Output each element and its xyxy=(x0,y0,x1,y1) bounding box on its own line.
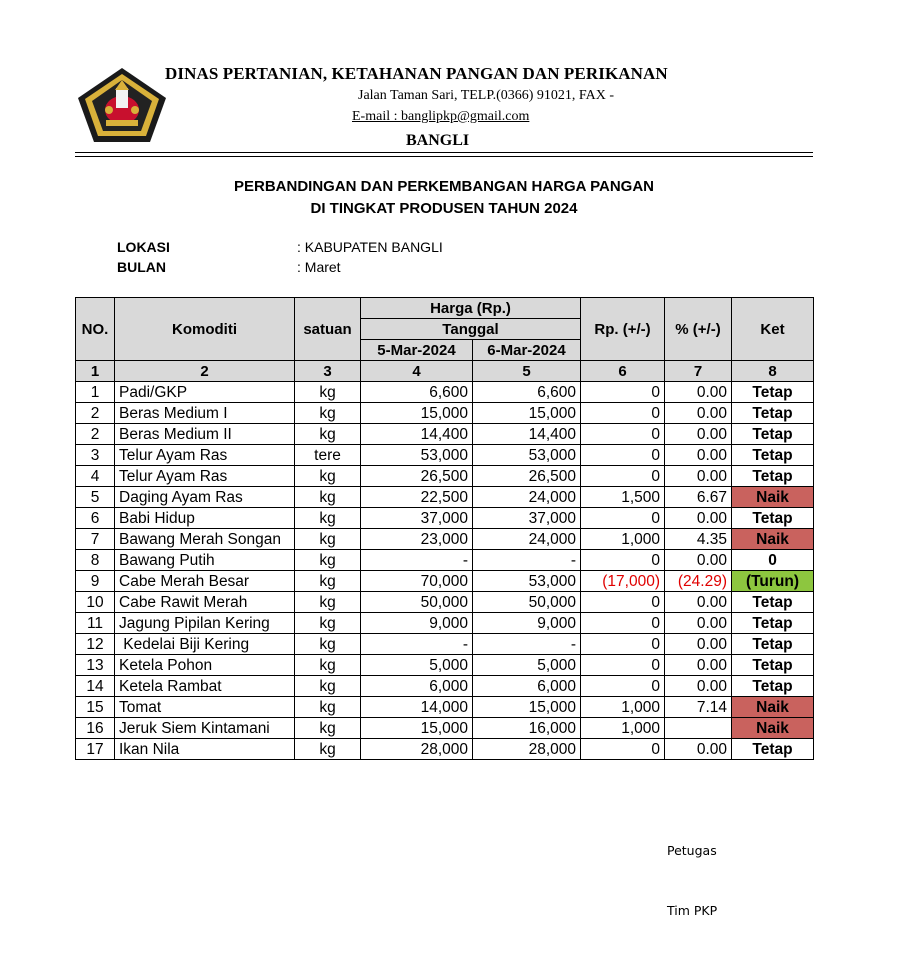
cell-pct-change: 0.00 xyxy=(665,634,732,655)
cell-satuan: kg xyxy=(295,634,361,655)
signature-name: Tim PKP xyxy=(667,903,718,918)
cell-rp-change: 0 xyxy=(581,382,665,403)
cell-no: 14 xyxy=(76,676,115,697)
cell-ket: Tetap xyxy=(732,655,814,676)
cell-price-date2: 24,000 xyxy=(473,529,581,550)
cell-komoditi: Tomat xyxy=(115,697,295,718)
cell-ket: Naik xyxy=(732,529,814,550)
cell-no: 7 xyxy=(76,529,115,550)
cell-price-date1: 6,000 xyxy=(361,676,473,697)
header-divider-thick xyxy=(75,152,813,153)
cell-rp-change: 0 xyxy=(581,634,665,655)
cell-ket: Tetap xyxy=(732,403,814,424)
cell-price-date1: 26,500 xyxy=(361,466,473,487)
cell-price-date2: 28,000 xyxy=(473,739,581,760)
cell-pct-change: 0.00 xyxy=(665,655,732,676)
cell-price-date2: 53,000 xyxy=(473,445,581,466)
table-row xyxy=(76,739,814,760)
cell-price-date2: 6,600 xyxy=(473,382,581,403)
cell-satuan: kg xyxy=(295,382,361,403)
bulan-value: : Maret xyxy=(297,259,341,275)
cell-price-date1: 70,000 xyxy=(361,571,473,592)
cell-ket: Tetap xyxy=(732,676,814,697)
table-row xyxy=(76,382,814,403)
cell-no: 4 xyxy=(76,466,115,487)
table-row xyxy=(76,550,814,571)
table-row xyxy=(76,676,814,697)
organization-address: Jalan Taman Sari, TELP.(0366) 91021, FAX - xyxy=(358,88,615,103)
cell-satuan: kg xyxy=(295,487,361,508)
cell-komoditi: Bawang Merah Songan xyxy=(115,529,295,550)
cell-ket: Naik xyxy=(732,697,814,718)
cell-komoditi: Beras Medium II xyxy=(115,424,295,445)
price-comparison-table xyxy=(75,297,814,760)
organization-email: E-mail : banglipkp@gmail.com xyxy=(352,109,530,124)
table-row xyxy=(76,655,814,676)
table-row xyxy=(76,613,814,634)
cell-rp-change: 1,500 xyxy=(581,487,665,508)
bulan-label: BULAN xyxy=(117,259,166,275)
cell-price-date2: 15,000 xyxy=(473,697,581,718)
cell-komoditi: Ketela Rambat xyxy=(115,676,295,697)
table-row xyxy=(76,571,814,592)
cell-komoditi: Cabe Merah Besar xyxy=(115,571,295,592)
header-tanggal: Tanggal xyxy=(361,319,581,340)
cell-pct-change: 6.67 xyxy=(665,487,732,508)
cell-ket: Naik xyxy=(732,487,814,508)
header-date1: 5-Mar-2024 xyxy=(361,340,473,361)
report-title-line2: DI TINGKAT PRODUSEN TAHUN 2024 xyxy=(310,200,578,217)
cell-rp-change: 0 xyxy=(581,424,665,445)
cell-satuan: tere xyxy=(295,445,361,466)
table-row xyxy=(76,718,814,739)
cell-rp-change: 1,000 xyxy=(581,697,665,718)
cell-komoditi: Bawang Putih xyxy=(115,550,295,571)
cell-pct-change: 0.00 xyxy=(665,613,732,634)
cell-satuan: kg xyxy=(295,676,361,697)
header-divider-thin xyxy=(75,156,813,157)
header-harga: Harga (Rp.) xyxy=(361,298,581,319)
table-row xyxy=(76,487,814,508)
cell-price-date1: 37,000 xyxy=(361,508,473,529)
cell-pct-change: 4.35 xyxy=(665,529,732,550)
cell-ket: Tetap xyxy=(732,592,814,613)
col-number: 4 xyxy=(361,361,473,382)
cell-no: 5 xyxy=(76,487,115,508)
cell-komoditi: Telur Ayam Ras xyxy=(115,445,295,466)
cell-pct-change: 0.00 xyxy=(665,550,732,571)
cell-satuan: kg xyxy=(295,550,361,571)
cell-ket: 0 xyxy=(732,550,814,571)
cell-satuan: kg xyxy=(295,529,361,550)
cell-no: 17 xyxy=(76,739,115,760)
cell-satuan: kg xyxy=(295,466,361,487)
cell-rp-change: 0 xyxy=(581,676,665,697)
col-number: 3 xyxy=(295,361,361,382)
cell-komoditi: Jagung Pipilan Kering xyxy=(115,613,295,634)
cell-no: 8 xyxy=(76,550,115,571)
cell-ket: Tetap xyxy=(732,634,814,655)
cell-rp-change: 0 xyxy=(581,592,665,613)
table-body xyxy=(76,382,814,760)
cell-no: 3 xyxy=(76,445,115,466)
cell-komoditi: Beras Medium I xyxy=(115,403,295,424)
cell-ket: Naik xyxy=(732,718,814,739)
cell-price-date1: 6,600 xyxy=(361,382,473,403)
cell-no: 11 xyxy=(76,613,115,634)
cell-rp-change: 0 xyxy=(581,655,665,676)
cell-price-date2: 37,000 xyxy=(473,508,581,529)
cell-ket: Tetap xyxy=(732,445,814,466)
cell-price-date2: 15,000 xyxy=(473,403,581,424)
cell-price-date1: 22,500 xyxy=(361,487,473,508)
cell-price-date1: 15,000 xyxy=(361,403,473,424)
cell-price-date2: - xyxy=(473,550,581,571)
cell-no: 12 xyxy=(76,634,115,655)
report-title-line1: PERBANDINGAN DAN PERKEMBANGAN HARGA PANGAN xyxy=(233,178,654,195)
cell-no: 2 xyxy=(76,424,115,445)
cell-satuan: kg xyxy=(295,613,361,634)
cell-price-date2: 9,000 xyxy=(473,613,581,634)
cell-no: 6 xyxy=(76,508,115,529)
cell-no: 10 xyxy=(76,592,115,613)
table-row xyxy=(76,634,814,655)
cell-price-date2: - xyxy=(473,634,581,655)
cell-rp-change: 0 xyxy=(581,466,665,487)
organization-city: BANGLI xyxy=(406,132,470,149)
table-row xyxy=(76,445,814,466)
col-number: 5 xyxy=(473,361,581,382)
organization-name: DINAS PERTANIAN, KETAHANAN PANGAN DAN PERIKANAN xyxy=(165,64,668,83)
cell-ket: Tetap xyxy=(732,739,814,760)
cell-komoditi: Babi Hidup xyxy=(115,508,295,529)
table-row xyxy=(76,424,814,445)
cell-komoditi: Padi/GKP xyxy=(115,382,295,403)
cell-price-date1: 14,000 xyxy=(361,697,473,718)
cell-rp-change: 0 xyxy=(581,508,665,529)
cell-price-date1: 50,000 xyxy=(361,592,473,613)
lokasi-value: : KABUPATEN BANGLI xyxy=(297,239,443,255)
cell-komoditi: Daging Ayam Ras xyxy=(115,487,295,508)
cell-price-date2: 5,000 xyxy=(473,655,581,676)
cell-komoditi: Ikan Nila xyxy=(115,739,295,760)
table-row xyxy=(76,403,814,424)
cell-pct-change: (24.29) xyxy=(665,571,732,592)
cell-price-date2: 53,000 xyxy=(473,571,581,592)
table-row xyxy=(76,592,814,613)
signature-label: Petugas xyxy=(667,843,717,858)
cell-no: 2 xyxy=(76,403,115,424)
cell-pct-change xyxy=(665,718,732,739)
cell-price-date2: 16,000 xyxy=(473,718,581,739)
cell-price-date2: 50,000 xyxy=(473,592,581,613)
cell-no: 13 xyxy=(76,655,115,676)
cell-ket: Tetap xyxy=(732,508,814,529)
cell-price-date2: 14,400 xyxy=(473,424,581,445)
cell-rp-change: 1,000 xyxy=(581,529,665,550)
header-pct-change: % (+/-) xyxy=(665,298,732,361)
table-row xyxy=(76,466,814,487)
cell-price-date2: 26,500 xyxy=(473,466,581,487)
cell-ket: Tetap xyxy=(732,613,814,634)
cell-pct-change: 0.00 xyxy=(665,466,732,487)
col-number: 2 xyxy=(115,361,295,382)
cell-pct-change: 0.00 xyxy=(665,592,732,613)
header-no: NO. xyxy=(76,298,115,361)
cell-rp-change: 1,000 xyxy=(581,718,665,739)
cell-ket: Tetap xyxy=(732,382,814,403)
header-komoditi: Komoditi xyxy=(115,298,295,361)
header-rp-change: Rp. (+/-) xyxy=(581,298,665,361)
header-ket: Ket xyxy=(732,298,814,361)
cell-no: 16 xyxy=(76,718,115,739)
cell-satuan: kg xyxy=(295,508,361,529)
cell-satuan: kg xyxy=(295,718,361,739)
cell-ket: (Turun) xyxy=(732,571,814,592)
cell-komoditi: Jeruk Siem Kintamani xyxy=(115,718,295,739)
cell-pct-change: 7.14 xyxy=(665,697,732,718)
cell-satuan: kg xyxy=(295,592,361,613)
cell-komoditi: Kedelai Biji Kering xyxy=(115,634,295,655)
cell-pct-change: 0.00 xyxy=(665,676,732,697)
cell-satuan: kg xyxy=(295,571,361,592)
cell-ket: Tetap xyxy=(732,424,814,445)
cell-rp-change: 0 xyxy=(581,403,665,424)
cell-rp-change: 0 xyxy=(581,739,665,760)
cell-price-date1: 23,000 xyxy=(361,529,473,550)
col-number: 1 xyxy=(76,361,115,382)
col-number: 7 xyxy=(665,361,732,382)
cell-pct-change: 0.00 xyxy=(665,508,732,529)
cell-komoditi: Telur Ayam Ras xyxy=(115,466,295,487)
cell-komoditi: Cabe Rawit Merah xyxy=(115,592,295,613)
cell-rp-change: 0 xyxy=(581,445,665,466)
cell-price-date1: 53,000 xyxy=(361,445,473,466)
cell-pct-change: 0.00 xyxy=(665,445,732,466)
cell-price-date1: 5,000 xyxy=(361,655,473,676)
cell-ket: Tetap xyxy=(732,466,814,487)
cell-rp-change: 0 xyxy=(581,550,665,571)
table-row xyxy=(76,697,814,718)
cell-price-date1: - xyxy=(361,634,473,655)
cell-price-date1: 9,000 xyxy=(361,613,473,634)
cell-price-date1: 28,000 xyxy=(361,739,473,760)
government-emblem-logo xyxy=(76,66,168,144)
lokasi-label: LOKASI xyxy=(117,239,170,255)
cell-satuan: kg xyxy=(295,697,361,718)
col-number: 8 xyxy=(732,361,814,382)
cell-rp-change: 0 xyxy=(581,613,665,634)
cell-price-date1: - xyxy=(361,550,473,571)
cell-no: 1 xyxy=(76,382,115,403)
cell-no: 15 xyxy=(76,697,115,718)
cell-pct-change: 0.00 xyxy=(665,382,732,403)
cell-satuan: kg xyxy=(295,403,361,424)
cell-price-date2: 6,000 xyxy=(473,676,581,697)
cell-rp-change: (17,000) xyxy=(581,571,665,592)
header-date2: 6-Mar-2024 xyxy=(473,340,581,361)
cell-komoditi: Ketela Pohon xyxy=(115,655,295,676)
cell-satuan: kg xyxy=(295,424,361,445)
cell-price-date1: 15,000 xyxy=(361,718,473,739)
table-row xyxy=(76,529,814,550)
cell-pct-change: 0.00 xyxy=(665,739,732,760)
table-row xyxy=(76,508,814,529)
col-number: 6 xyxy=(581,361,665,382)
cell-satuan: kg xyxy=(295,655,361,676)
cell-pct-change: 0.00 xyxy=(665,403,732,424)
cell-satuan: kg xyxy=(295,739,361,760)
cell-price-date1: 14,400 xyxy=(361,424,473,445)
cell-no: 9 xyxy=(76,571,115,592)
cell-pct-change: 0.00 xyxy=(665,424,732,445)
header-satuan: satuan xyxy=(295,298,361,361)
cell-price-date2: 24,000 xyxy=(473,487,581,508)
